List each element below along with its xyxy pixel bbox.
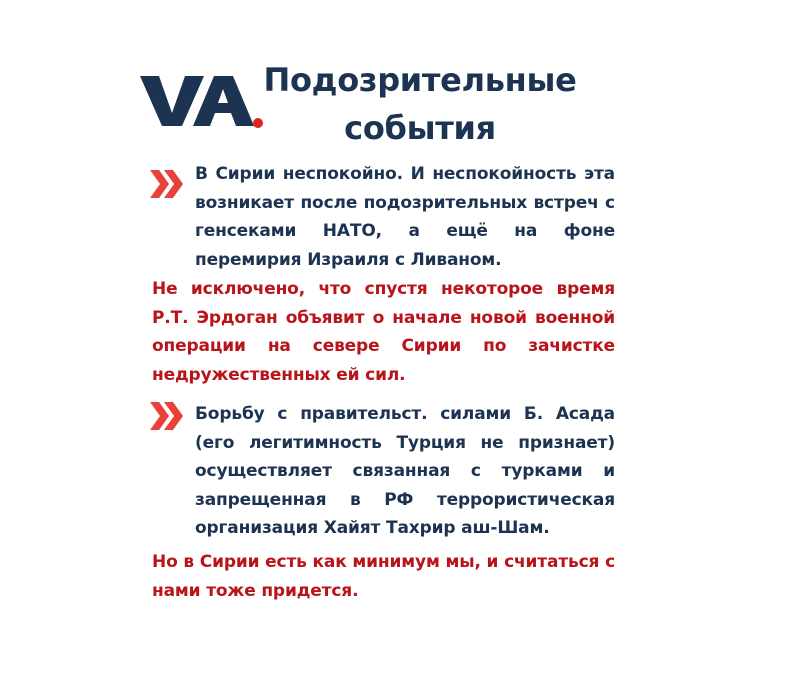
- va-logo: [140, 72, 264, 130]
- logo-v-shape: [140, 76, 204, 126]
- bullet-paragraph-1: В Сирии неспокойно. И неспокойность эта возникает после подозрительных встреч с генсеками НАТО, а ещё на фоне перемирия Израиля с Ливаном.: [195, 164, 615, 270]
- highlight-paragraph-2: Но в Сирии есть как минимум мы, и считаться с нами тоже придется.: [152, 552, 615, 601]
- double-chevron-right-icon: [150, 402, 188, 430]
- double-chevron-right-icon: [150, 170, 188, 198]
- bullet-paragraph-2: Борьбу с правительст. силами Б. Асада (его легитимность Турция не признает) осуществляет связанная с турками и запрещенная в РФ террористическая организация Хайят Тахрир аш-Шам.: [195, 404, 615, 538]
- highlight-paragraph-1: Не исключено, что спустя некоторое время Р.Т. Эрдоган объявит о начале новой военной операции на севере Сирии по зачистке недружественных ей сил.: [152, 279, 615, 385]
- page-title: Подозрительные события: [263, 61, 577, 147]
